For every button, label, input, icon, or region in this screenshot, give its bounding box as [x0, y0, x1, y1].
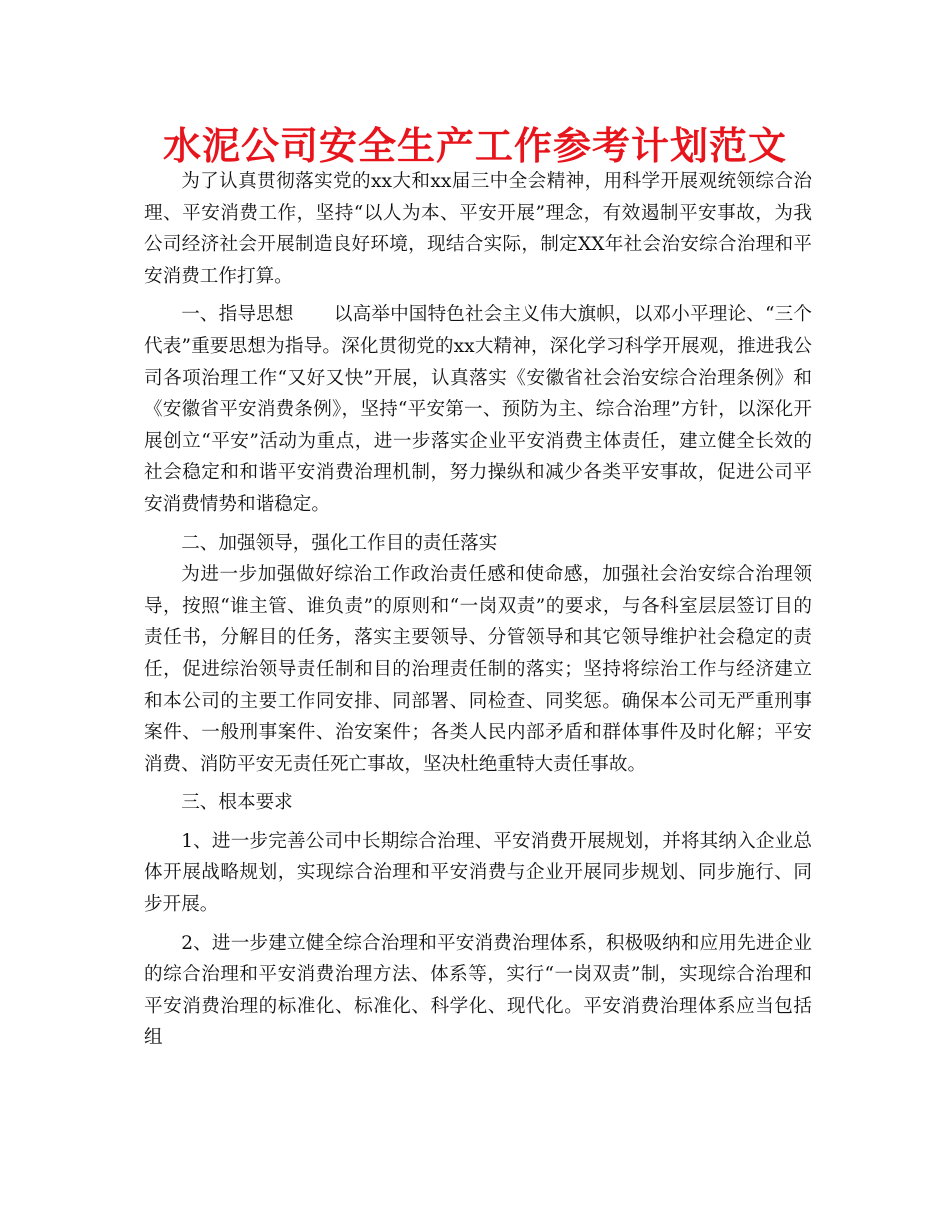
leadership-paragraph: 为进一步加强做好综治工作政治责任感和使命感，加强社会治安综合治理领导，按照“谁主管、谁负责”的原则和“一岗双责”的要求，与各科室层层签订目的责任书，分解目的任务，落实主要领导、分管领导和其它领导维护社会稳定的责任，促进综治领导责任制和目的治理责任制的落实；坚持将综治工作与经济建立和本公司的主要工作同安排、同部署、同检查、同奖惩。确保本公司无严重刑事案件、一般刑事案件、治安案件；各类人民内部矛盾和群体事件及时化解；平安消费、消防平安无责任死亡事故，坚决杜绝重特大责任事故。 [144, 564, 812, 775]
section-heading-requirements: 三、根本要求 [181, 792, 293, 814]
section-body: 以高举中国特色社会主义伟大旗帜，以邓小平理论、“三个代表”重要思想为指导。深化贯彻党的xx大精神，深化学习科学开展观，推进我公司各项治理工作“又好又快”开展，认真落实《安徽省社会治安综合治理条例》和《安徽省平安消费条例》，坚持“平安第一、预防为主、综合治理”方针，以深化开展创立“平安”活动为重点，进一步落实企业平安消费主体责任，建立健全长效的社会稳定和和谐平安消费治理机制，努力操纵和减少各类平安事故，促进公司平安消费情势和谐稳定。 [144, 304, 812, 515]
section-heading: 一、指导思想 [181, 304, 294, 326]
document-body [144, 166, 812, 1054]
intro-paragraph: 为了认真贯彻落实党的xx大和xx届三中全会精神，用科学开展观统领综合治理、平安消费工作，坚持“以人为本、平安开展”理念，有效遏制平安事故，为我公司经济社会开展制造良好环境，现结合实际，制定XX年社会治安综合治理和平安消费工作打算。 [144, 171, 812, 287]
section-heading-leadership: 二、加强领导，强化工作目的责任落实 [181, 532, 498, 554]
requirement-item-2: 2、进一步建立健全综合治理和平安消费治理体系，积极吸纳和应用先进企业的综合治理和平安消费治理方法、体系等，实行“一岗双责”制，实现综合治理和平安消费治理的标准化、标准化、科学化、现代化。平安消费治理体系应当包括组 [144, 932, 812, 1049]
section-guiding-ideology [144, 299, 812, 520]
requirement-item-1: 1、进一步完善公司中长期综合治理、平安消费开展规划，并将其纳入企业总体开展战略规划，实现综合治理和平安消费与企业开展同步规划、同步施行、同步开展。 [144, 830, 812, 916]
document-title: 水泥公司安全生产工作参考计划范文 [162, 124, 787, 168]
